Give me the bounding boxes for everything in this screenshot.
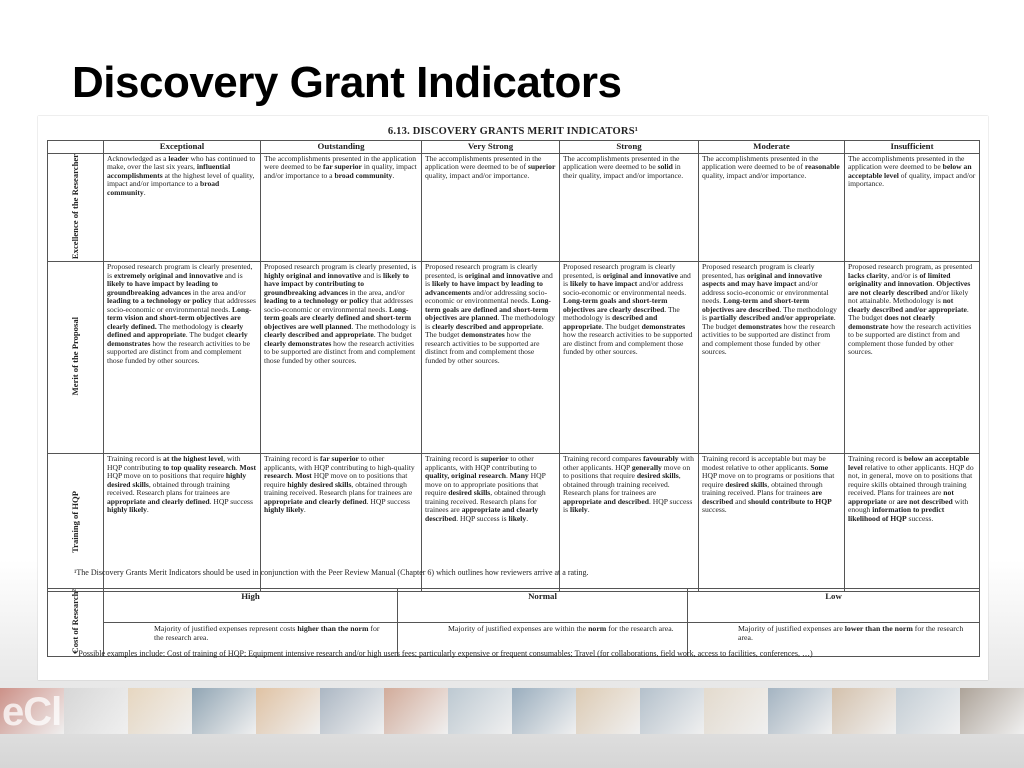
table-cell: Proposed research program is clearly presented, has original and innovative aspects and may have impact and/or address socio-economic or environmental needs. Long-term and short-term objectives are described. The methodology is partially described and/or appropriate. The budget demonstrates how the research activities to be supported are distinct from and complement those funded by other sources. xyxy=(699,262,845,454)
table-cell: The accomplishments presented in the application were deemed to be solid in their quality, impact and/or importance. xyxy=(560,153,699,262)
decorative-image-strip xyxy=(0,688,1024,734)
table-cell: Proposed research program is clearly presented, is original and innovative and is likely to have impact by leading to advancements and/or addressing socio-economic or environmental needs. Long-term goals are defined and short-term objectives are planned. The methodology is clearly described and appropriate. The budget demonstrates how the research activities to be supported are distinct from and complement those funded by other sources. xyxy=(422,262,560,454)
cost-cell: Majority of justified expenses are within the norm for the research area. xyxy=(398,623,688,657)
table-cell: The accomplishments presented in the application were deemed to be below an acceptable level of quality, impact and/or importance. xyxy=(845,153,980,262)
mosaic-tile xyxy=(704,688,768,734)
mosaic-tile xyxy=(128,688,192,734)
cost-of-research-table xyxy=(47,588,980,657)
table-cell: Proposed research program is clearly presented, is highly original and innovative and is likely to have impact by contributing to groundbreaking advances in the area, and/or leading to a technology or policy that addresses socio-economic or environmental needs. Long-term goals are clearly defined and short-term objectives are well planned. The methodology is clearly described and appropriate. The budget clearly demonstrates how the research activities to be supported are distinct from and complement those funded by other sources. xyxy=(261,262,422,454)
row-label: Excellence of the Researcher xyxy=(69,153,80,259)
cost-column-header: Low xyxy=(688,589,980,623)
footnote-cost: ² Possible examples include: Cost of training of HQP; Equipment intensive research and/or high users fees; particularly expensive or frequent consumables; Travel (for collaborations, field work, access to facilities, conferences, …) xyxy=(74,649,813,658)
mosaic-tile xyxy=(640,688,704,734)
row-label-cell xyxy=(48,262,104,454)
table-cell: Training record is acceptable but may be modest relative to other applicants. Some HQP move on to programs or positions that require desired skills, obtained through training received. Plans for trainees are described and should contribute to HQP success. xyxy=(699,454,845,592)
merit-indicators-table xyxy=(47,140,980,592)
mosaic-tile xyxy=(64,688,128,734)
column-header: Outstanding xyxy=(261,141,422,154)
column-header: Very Strong xyxy=(422,141,560,154)
table-cell: Proposed research program, as presented lacks clarity, and/or is of limited originality and innovation. Objectives are not clearly described and/or likely not attainable. Methodology is not clearly described and/or appropriate. The budget does not clearly demonstrate how the research activities to be supported are distinct from and complement those funded by other sources. xyxy=(845,262,980,454)
table-cell: The accomplishments presented in the application were deemed to be far superior in quality, impact and/or importance to a broad community. xyxy=(261,153,422,262)
cost-column-header: High xyxy=(104,589,398,623)
row-label: Merit of the Proposal xyxy=(69,317,80,396)
merit-indicators-document xyxy=(38,116,988,680)
mosaic-tile xyxy=(576,688,640,734)
table-cell: The accomplishments presented in the application were deemed to be of superior quality, impact and/or importance. xyxy=(422,153,560,262)
cost-label: Cost of Research² xyxy=(69,589,80,654)
mosaic-tile xyxy=(768,688,832,734)
cost-cell: Majority of justified expenses represent costs higher than the norm for the research area. xyxy=(104,623,398,657)
mosaic-tile xyxy=(512,688,576,734)
document-heading: 6.13. DISCOVERY GRANTS MERIT INDICATORS¹ xyxy=(387,126,639,137)
mosaic-tile xyxy=(896,688,960,734)
table-cell: Training record is below an acceptable level relative to other applicants. HQP do not, in general, move on to positions that require skills obtained through training received. Plans for trainees are not appropriate or are not described with enough information to predict likelihood of HQP success. xyxy=(845,454,980,592)
mosaic-tile xyxy=(960,688,1024,734)
mosaic-tile xyxy=(256,688,320,734)
cost-header-row xyxy=(48,589,980,623)
mosaic-tile xyxy=(832,688,896,734)
table-cell: Proposed research program is clearly presented, is extremely original and innovative and is likely to have impact by leading to groundbreaking advances in the area and/or leading to a technology or policy that addresses socio-economic or environmental needs. Long-term vision and short-term objectives are clearly defined. The methodology is clearly defined and appropriate. The budget clearly demonstrates how the research activities to be supported are distinct from and complement those funded by other sources. xyxy=(104,262,261,454)
table-cell: Training record is far superior to other applicants, with HQP contributing to high-quality research. Most HQP move on to positions that require highly desired skills, obtained through training received. Research plans for trainees are appropriate and clearly defined. HQP success highly likely. xyxy=(261,454,422,592)
table-cell: Proposed research program is clearly presented, is original and innovative and is likely to have impact and/or address socio-economic or environmental needs. Long-term goals and short-term objectives are clearly described. The methodology is described and appropriate. The budget demonstrates how the research activities to be supported are distinct from and complement those funded by other sources. xyxy=(560,262,699,454)
row-label: Training of HQP xyxy=(69,490,80,553)
table-cell: Training record is superior to other applicants, with HQP contributing to quality, original research. Many HQP move on to appropriate positions that require desired skills, obtained through training received. Research plans for trainees are appropriate and clearly described. HQP success is likely. xyxy=(422,454,560,592)
cost-cell: Majority of justified expenses are lower than the norm for the research area. xyxy=(688,623,980,657)
corner-cell xyxy=(48,141,104,154)
cost-label-cell xyxy=(48,589,104,657)
column-header: Exceptional xyxy=(104,141,261,154)
footnote-merit: ¹The Discovery Grants Merit Indicators should be used in conjunction with the Peer Review Manual (Chapter 6) which outlines how reviewers arrive at a rating. xyxy=(74,568,589,577)
table-row xyxy=(48,153,980,262)
table-cell: Training record compares favourably with other applicants. HQP generally move on to positions that require desired skills, obtained through training received. Research plans for trainees are appropriate and described. HQP success is likely. xyxy=(560,454,699,592)
cost-column-header: Normal xyxy=(398,589,688,623)
table-row xyxy=(48,262,980,454)
column-header: Insufficient xyxy=(845,141,980,154)
header-row xyxy=(48,141,980,154)
table-cell: Acknowledged as a leader who has continued to make, over the last six years, influential accomplishments at the highest level of quality, impact and/or importance to a broad community. xyxy=(104,153,261,262)
slide-title: Discovery Grant Indicators xyxy=(72,58,622,107)
mosaic-tile xyxy=(192,688,256,734)
mosaic-tile xyxy=(384,688,448,734)
row-label-cell xyxy=(48,153,104,262)
table-cell: Training record is at the highest level, with HQP contributing to top quality research. Most HQP move on to positions that require highly desired skills, obtained through training received. Research plans for trainees are appropriate and clearly defined. HQP success highly likely. xyxy=(104,454,261,592)
column-header: Moderate xyxy=(699,141,845,154)
table-cell: The accomplishments presented in the application were deemed to be of reasonable quality, impact and/or importance. xyxy=(699,153,845,262)
mosaic-tile xyxy=(448,688,512,734)
mosaic-tile xyxy=(320,688,384,734)
decorative-logo-text: eCl xyxy=(2,690,62,734)
column-header: Strong xyxy=(560,141,699,154)
